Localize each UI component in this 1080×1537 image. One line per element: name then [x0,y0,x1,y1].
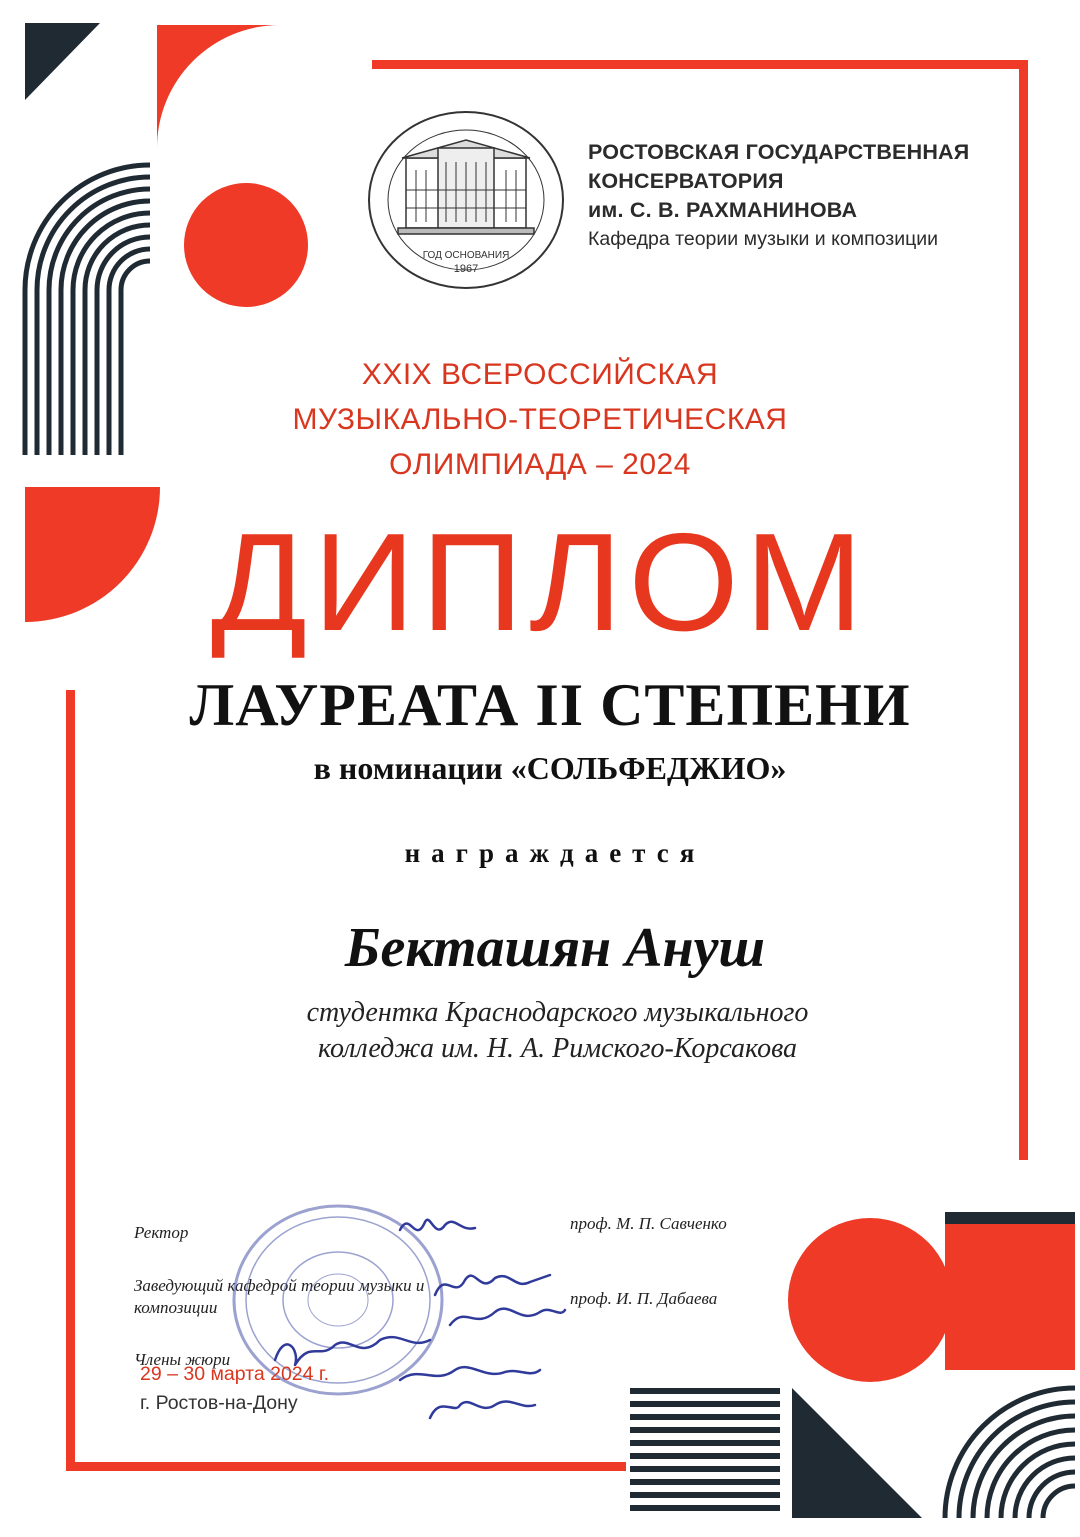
rector-role: Ректор [134,1223,189,1242]
head-name: проф. И. П. Дабаева [570,1289,718,1308]
recipient-name: Бекташян Ануш [344,917,766,979]
red-circle-left [184,183,308,307]
stripe-arcs [945,1388,1075,1518]
department-name: Кафедра теории музыки и композиции [588,228,939,250]
org-name-line-2: КОНСЕРВАТОРИЯ [588,169,784,193]
stripe-rows [630,1388,780,1511]
olympiad-title [0,352,1080,487]
seal-founded-year: 1967 [453,263,479,275]
conservatory-seal [368,110,568,290]
rector-name: проф. М. П. Савченко [570,1214,727,1233]
olympiad-line-3: ОЛИМПИАДА – 2024 [389,448,691,481]
footer-block [140,1360,329,1418]
jury-role: Члены жюри [134,1350,231,1369]
frame-left [66,690,75,1470]
frame-bottom [66,1462,626,1471]
dark-triangle-bottom [792,1388,922,1518]
event-city: г. Ростов-на-Дону [140,1392,298,1414]
frame-top [372,60,1028,69]
recipient-description [0,995,1080,1067]
red-circle-right [788,1218,952,1382]
org-name-line-1: РОСТОВСКАЯ ГОСУДАРСТВЕННАЯ [588,140,970,164]
diploma-title: ДИПЛОМ [210,504,870,661]
awarded-text: награждается [404,838,706,868]
organization-block [588,138,969,253]
org-name-line-3: им. С. В. РАХМАНИНОВА [588,198,858,222]
olympiad-line-2: МУЗЫКАЛЬНО-ТЕОРЕТИЧЕСКАЯ [292,403,788,436]
bottom-right-ornament [620,1200,1080,1537]
degree-title: ЛАУРЕАТА II СТЕПЕНИ [189,672,911,738]
description-line-2: колледжа им. Н. А. Римского-Корсакова [317,1033,798,1064]
head-role-line-2: композиции [134,1298,218,1317]
seal-founded-label: ГОД ОСНОВАНИЯ [422,250,510,261]
event-date: 29 – 30 марта 2024 г. [140,1363,330,1385]
description-line-1: студентка Краснодарского музыкального [306,997,809,1028]
olympiad-line-1: XXIX ВСЕРОССИЙСКАЯ [361,358,719,391]
nomination-text: в номинации «СОЛЬФЕДЖИО» [313,750,787,786]
red-block-right [945,1224,1075,1370]
head-role-line-1: Заведующий кафедрой теории музыки и [134,1276,425,1295]
dark-bar [945,1212,1075,1224]
dark-triangle [25,23,100,100]
red-quarter-circle-top [157,25,280,148]
